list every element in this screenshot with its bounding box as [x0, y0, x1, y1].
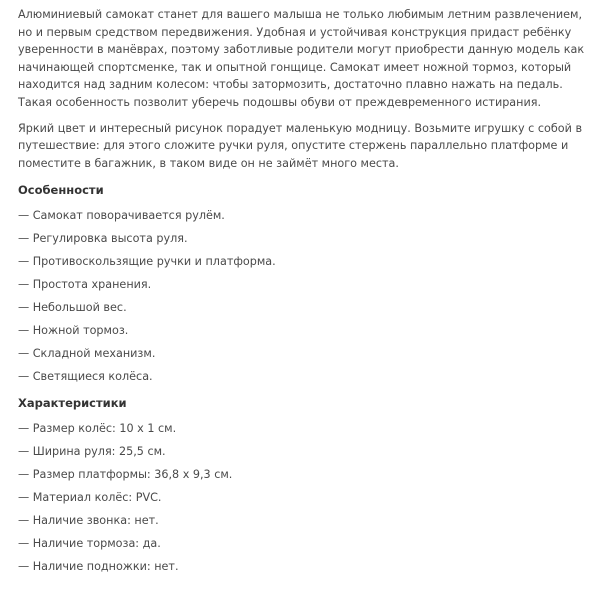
list-item: — Материал колёс: PVC. — [18, 491, 162, 505]
list-item: — Простота хранения. — [18, 278, 152, 292]
list-item: — Небольшой вес. — [18, 301, 127, 315]
list-item: — Ножной тормоз. — [18, 324, 129, 338]
list-item: — Наличие звонка: нет. — [18, 514, 159, 528]
list-item: — Наличие тормоза: да. — [18, 537, 161, 551]
list-item: — Ширина руля: 25,5 см. — [18, 445, 166, 459]
features-heading: Особенности — [18, 183, 104, 198]
list-item: — Складной механизм. — [18, 347, 156, 361]
intro-paragraph-1: Алюминиевый самокат станет для вашего малыша не только любимым летним развлечением, но и первым средством передвижения. Удобная и устойчивая конструкция придаст ребёнку уверенности в манёврах, поэтому заботливые родители могут приобрести данную модель как начинающей спортсменке, так и опытной гонщице. Самокат имеет ножной тормоз, который находится над задним колесом: чтобы затормозить, достаточно плавно нажать на педаль. Такая особенность позволит уберечь подошвы обуви от преждевременного истирания. — [18, 8, 585, 109]
list-item: — Противоскользящие ручки и платформа. — [18, 255, 276, 269]
list-item: — Размер платформы: 36,8 х 9,3 см. — [18, 468, 233, 482]
list-item: — Регулировка высота руля. — [18, 232, 188, 246]
specs-heading: Характеристики — [18, 396, 127, 411]
list-item: — Самокат поворачивается рулём. — [18, 209, 225, 223]
specs-list — [18, 421, 590, 575]
intro-paragraph-2: Яркий цвет и интересный рисунок порадует маленькую модницу. Возьмите игрушку с собой в путешествие: для этого сложите ручки руля, опустите стержень параллельно платформе и поместите в багажник, в таком виде он не займёт много места. — [18, 121, 583, 170]
list-item: — Размер колёс: 10 х 1 см. — [18, 422, 177, 436]
list-item: — Светящиеся колёса. — [18, 370, 153, 384]
features-list — [18, 208, 590, 385]
list-item: — Наличие подножки: нет. — [18, 560, 179, 574]
